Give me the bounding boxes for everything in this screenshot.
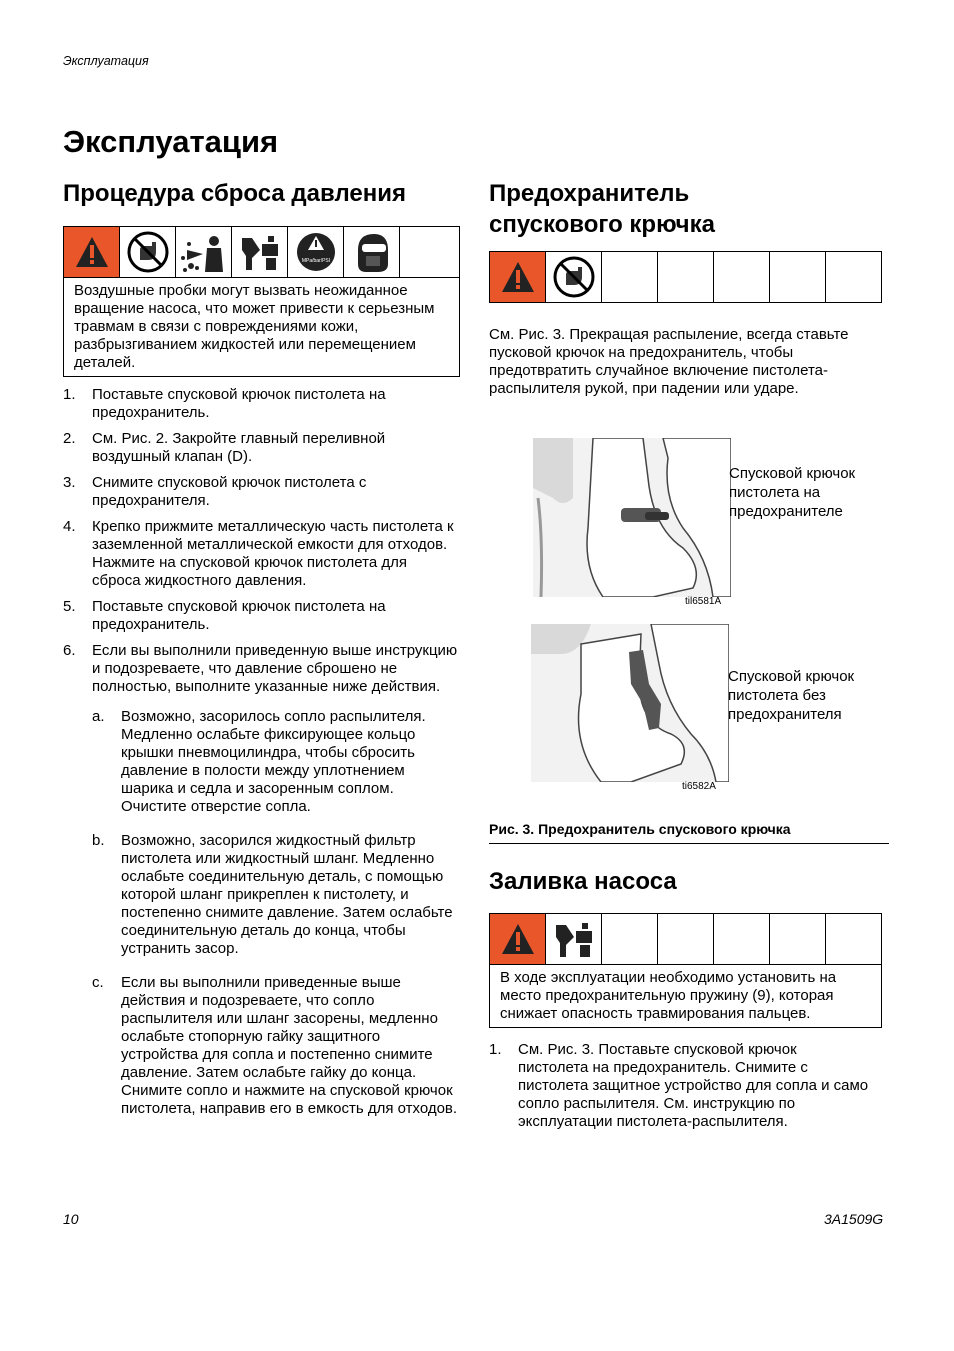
substep-text: Возможно, засорилось сопло распылителя. Медленно ослабьте фиксирующее кольцо крышки пневмоцилиндра, чтобы сбросить давление в полости между уплотнением шарика и седла и засоренным соплом. Очистите отверстие сопла. (121, 708, 426, 815)
warning-triangle-icon (64, 227, 120, 277)
empty-icon-cell (400, 227, 459, 277)
empty-icon-cell (658, 252, 714, 302)
empty-icon-cell (714, 914, 770, 964)
priming-steps (489, 1041, 869, 1139)
gauge-label: MPa/bar/PSI (301, 258, 330, 264)
priming-heading: Заливка насоса (489, 868, 677, 895)
priming-warning-text: В ходе эксплуатации необходимо установить на место предохранительную пружину (9), которая снижает опасность травмирования пальцев. (500, 969, 837, 1022)
list-item (489, 1041, 869, 1131)
list-item (63, 518, 458, 590)
step-text: Поставьте спусковой крючок пистолета на предохранитель. (92, 598, 386, 633)
warning-triangle-icon (490, 914, 546, 964)
step-text: Если вы выполнили приведенную выше инструкцию и подозреваете, что давление сброшено не полностью, выполните указанные ниже действия. (92, 642, 458, 695)
page-number: 10 (63, 1211, 79, 1227)
page-title: Эксплуатация (63, 124, 279, 159)
empty-icon-cell (714, 252, 770, 302)
empty-icon-cell (770, 252, 826, 302)
substep-text: Если вы выполнили приведенные выше действия и подозреваете, что сопло распылителя или шланг засорены, медленно ослабьте стопорную гайку защитного устройства для сопла и постепенно снимите давление. Затем ослабьте гайку до конца. Снимите сопло и нажмите на спусковой крючок пистолета, направив его в емкость для отходов. (121, 974, 458, 1117)
step-number: 1. (63, 386, 76, 403)
trigger-unlocked-label: Спусковой крючок пистолета без предохранителя (728, 668, 855, 723)
empty-icon-cell (602, 252, 658, 302)
substep-text: Возможно, засорился жидкостный фильтр пистолета или жидкостный шланг. Медленно ослабьте соединительную деталь, с помощью которой шланг прикреплен к пистолету, и постепенно снимите давление. Затем ослабьте соединительную деталь до конца, чтобы устранить засор. (121, 832, 453, 957)
figure-caption: Рис. 3. Предохранитель спускового крючка (489, 821, 889, 844)
step-text: Снимите спусковой крючок пистолета с предохранителя. (92, 474, 367, 509)
substep-letter: b. (92, 832, 105, 849)
trigger-lock-warning-box (489, 251, 882, 303)
pressure-relief-warning-text: Воздушные пробки могут вызвать неожиданное вращение насоса, что может привести к серьезным травмам в связи с повреждениями кожи, разбрызгиванием жидкостей или перемещением деталей. (74, 282, 435, 371)
moving-parts-icon (232, 227, 288, 277)
empty-icon-cell (602, 914, 658, 964)
trigger-unlocked-illustration (531, 624, 729, 782)
step-number: 1. (489, 1041, 502, 1058)
document-code: 3A1509G (824, 1211, 884, 1227)
pressure-relief-warning-box (63, 226, 460, 377)
empty-icon-cell (770, 914, 826, 964)
trigger-lock-text: См. Рис. 3. Прекращая распыление, всегда ставьте пусковой крючок на предохранитель, чтобы предотвратить случайное включение пистолета-распылителя рукой, при падении или ударе. (489, 326, 849, 397)
substep-letter: c. (92, 974, 104, 991)
list-item (63, 430, 458, 466)
pressure-relief-heading: Процедура сброса давления (63, 180, 406, 207)
step-number: 5. (63, 598, 76, 615)
step-number: 6. (63, 642, 76, 659)
step-number: 3. (63, 474, 76, 491)
list-item (63, 598, 458, 634)
substep-letter: a. (92, 708, 105, 725)
splash-injury-icon (176, 227, 232, 277)
sub-list-item (92, 974, 458, 1118)
pressure-relief-steps (63, 386, 458, 1134)
trigger-locked-label: Спусковой крючок пистолета на предохранителе (729, 465, 856, 520)
trigger-unlocked-figure-id: ti6582A (682, 781, 716, 792)
step-text: Поставьте спусковой крючок пистолета на предохранитель. (92, 386, 386, 421)
list-item (63, 642, 458, 1118)
step-number: 2. (63, 430, 76, 447)
list-item (63, 474, 458, 510)
empty-icon-cell (826, 914, 881, 964)
face-shield-icon (344, 227, 400, 277)
step-number: 4. (63, 518, 76, 535)
step-text: См. Рис. 2. Закройте главный переливной воздушный клапан (D). (92, 430, 386, 465)
warning-triangle-icon (490, 252, 546, 302)
trigger-locked-illustration (533, 438, 731, 597)
priming-warning-box (489, 913, 882, 1028)
step-text: См. Рис. 3. Поставьте спусковой крючок пистолета на предохранитель. Снимите с пистолета защитное устройство для сопла и само сопло распылителя. См. инструкцию по эксплуатации пистолета-распылителя. (518, 1041, 869, 1130)
trigger-locked-figure-id: til6581A (685, 596, 722, 607)
list-item (63, 386, 458, 422)
pressure-gauge-icon (288, 227, 344, 277)
sub-list-item (92, 832, 458, 958)
no-hand-icon (120, 227, 176, 277)
no-hand-icon (546, 252, 602, 302)
running-header: Эксплуатация (63, 54, 149, 68)
step-text: Крепко прижмите металлическую часть пистолета к заземленной металлической емкости для отходов. Нажмите на спусковой крючок пистолета для сброса жидкостного давления. (92, 518, 454, 589)
moving-parts-icon (546, 914, 602, 964)
trigger-lock-heading: Предохранитель спускового крючка (489, 180, 715, 238)
sub-list-item (92, 708, 458, 816)
empty-icon-cell (826, 252, 881, 302)
empty-icon-cell (658, 914, 714, 964)
